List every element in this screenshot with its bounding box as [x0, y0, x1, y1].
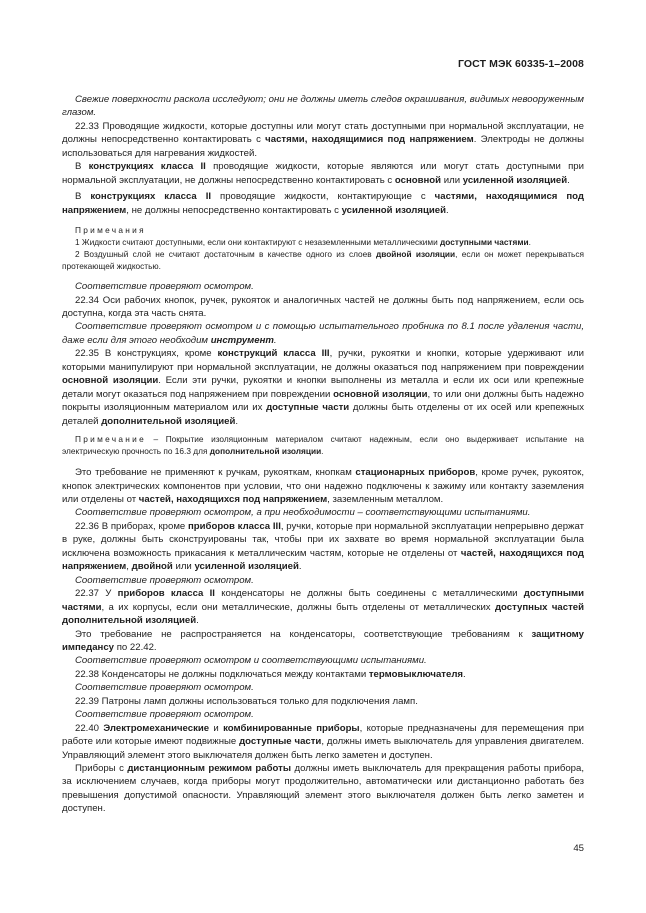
clause-22-35: 22.35 В конструкциях, кроме конструкций класса III, ручки, рукоятки и кнопки, которые удерживают или которыми манипулируют при нормальной эксплуатации, не должны оказаться под напряжением при повреждении основной изоляции. Если эти ручки, рукоятки и кнопки выполнены из металла и если их оси или крепежные детали могут оказаться под напряжением при повреждении основной изоляции, то или они должны быть надежно покрыты изоляционным материалом или их доступные части должны быть отделены от их осей или крепежных деталей дополнительной изоляцией. [62, 348, 584, 427]
compliance-inspection-2: Соответствие проверяют осмотром. [75, 574, 254, 586]
clause-22-37: 22.37 У приборов класса II конденсаторы не должны быть соединены с металлическими доступными частями, а их корпусы, если они металлические, должны быть отделены от металлических доступных частей дополнительной изоляцией. [62, 588, 585, 627]
paragraph-capacitor-exception: Это требование не распространяется на конденсаторы, соответствующие требованиям к защитному импедансу по 22.42. [62, 628, 584, 653]
note-insulation-covering: Примечание – Покрытие изоляционным материалом считают надежным, если оно выдерживает испытание на электрическую прочность по 16.3 для дополнительной изоляции. [62, 434, 584, 457]
clause-22-40: 22.40 Электромеханические и комбинированные приборы, которые предназначены для перемещения при работе или которые имеют подвижные доступные части, должны иметь выключатель для управления двигателем. Управляющий элемент этого выключателя должен быть легко заметен и доступен. [62, 722, 584, 761]
compliance-inspection-tests-2: Соответствие проверяют осмотром и соответствующими испытаниями. [75, 655, 427, 667]
paragraph-stationary-exception: Это требование не применяют к ручкам, рукояткам, кнопкам стационарных приборов, кроме ручек, рукояток, кнопок электрических компонентов при условии, что они надежно подключены к зажиму или контакту заземления или отделены от частей, находящихся под напряжением, заземленным металлом. [62, 467, 584, 505]
clause-22-39: 22.39 Патроны ламп должны использоваться только для подключения ламп. [75, 695, 418, 707]
compliance-inspection-4: Соответствие проверяют осмотром. [75, 709, 254, 721]
document-header: ГОСТ МЭК 60335-1–2008 [457, 58, 584, 70]
note-2: 2 Воздушный слой не считают достаточным в качестве одного из слоев двойной изоляции, если он может перекрываться протекающей жидкостью. [62, 249, 584, 272]
note-1: 1 Жидкости считают доступными, если они контактируют с незаземленными металлическими доступными частями. [75, 237, 531, 248]
paragraph-class-ii-liquids: В конструкциях класса II проводящие жидкости, которые являются или могут стать доступными при нормальной эксплуатации, не должны непосредственно контактировать с основной или усиленной изоляцией. [62, 161, 584, 186]
clause-22-38: 22.38 Конденсаторы не должны подключаться между контактами термовыключателя. [75, 668, 466, 680]
compliance-probe: Соответствие проверяют осмотром и с помощью испытательного пробника по 8.1 после удаления части, даже если для этого необходим инструмент. [62, 321, 584, 346]
paragraph-remote-operation: Приборы с дистанционным режимом работы должны иметь выключатель для прекращения работы прибора, за исключением случаев, когда приборы могут продолжительно, автоматически или дистанционно работать без превышения допустимой опасности. Управляющий элемент этого выключателя должен быть легко заметен и доступен. [62, 763, 584, 815]
compliance-inspection-tests: Соответствие проверяют осмотром, а при необходимости – соответствующими испытаниями. [75, 507, 531, 519]
clause-22-34: 22.34 Оси рабочих кнопок, ручек, рукояток и аналогичных частей не должны быть под напряжением, если ось доступна, когда эта часть снята. [62, 294, 584, 319]
paragraph-class-ii-live-parts: В конструкциях класса II проводящие жидкости, контактирующие с частями, находящимися под напряжением, не должны непосредственно контактировать с усиленной изоляцией. [62, 191, 584, 216]
clause-22-33: 22.33 Проводящие жидкости, которые доступны или могут стать доступными при нормальной эксплуатации, не должны непосредственно контактировать с частями, находящимися под напряжением. Электроды не должны использоваться для нагревания жидкостей. [62, 120, 584, 159]
notes-heading: Примечания [75, 225, 146, 236]
clause-22-36: 22.36 В приборах, кроме приборов класса III, ручки, которые при нормальной эксплуатации непрерывно держат в руке, должны быть сконструированы так, чтобы при их захвате во время нормальной эксплуатации была исключена возможность прикасания к металлическим частям, которые не отделены от частей, находящихся под напряжением, двойной или усиленной изоляцией. [62, 520, 584, 573]
page-number: 45 [573, 843, 584, 854]
document-body [62, 93, 584, 816]
compliance-inspection: Соответствие проверяют осмотром. [75, 281, 254, 293]
paragraph-fracture-test: Свежие поверхности раскола исследуют; они не должны иметь следов окрашивания, видимых невооруженным глазом. [62, 94, 584, 119]
compliance-inspection-3: Соответствие проверяют осмотром. [75, 682, 254, 694]
